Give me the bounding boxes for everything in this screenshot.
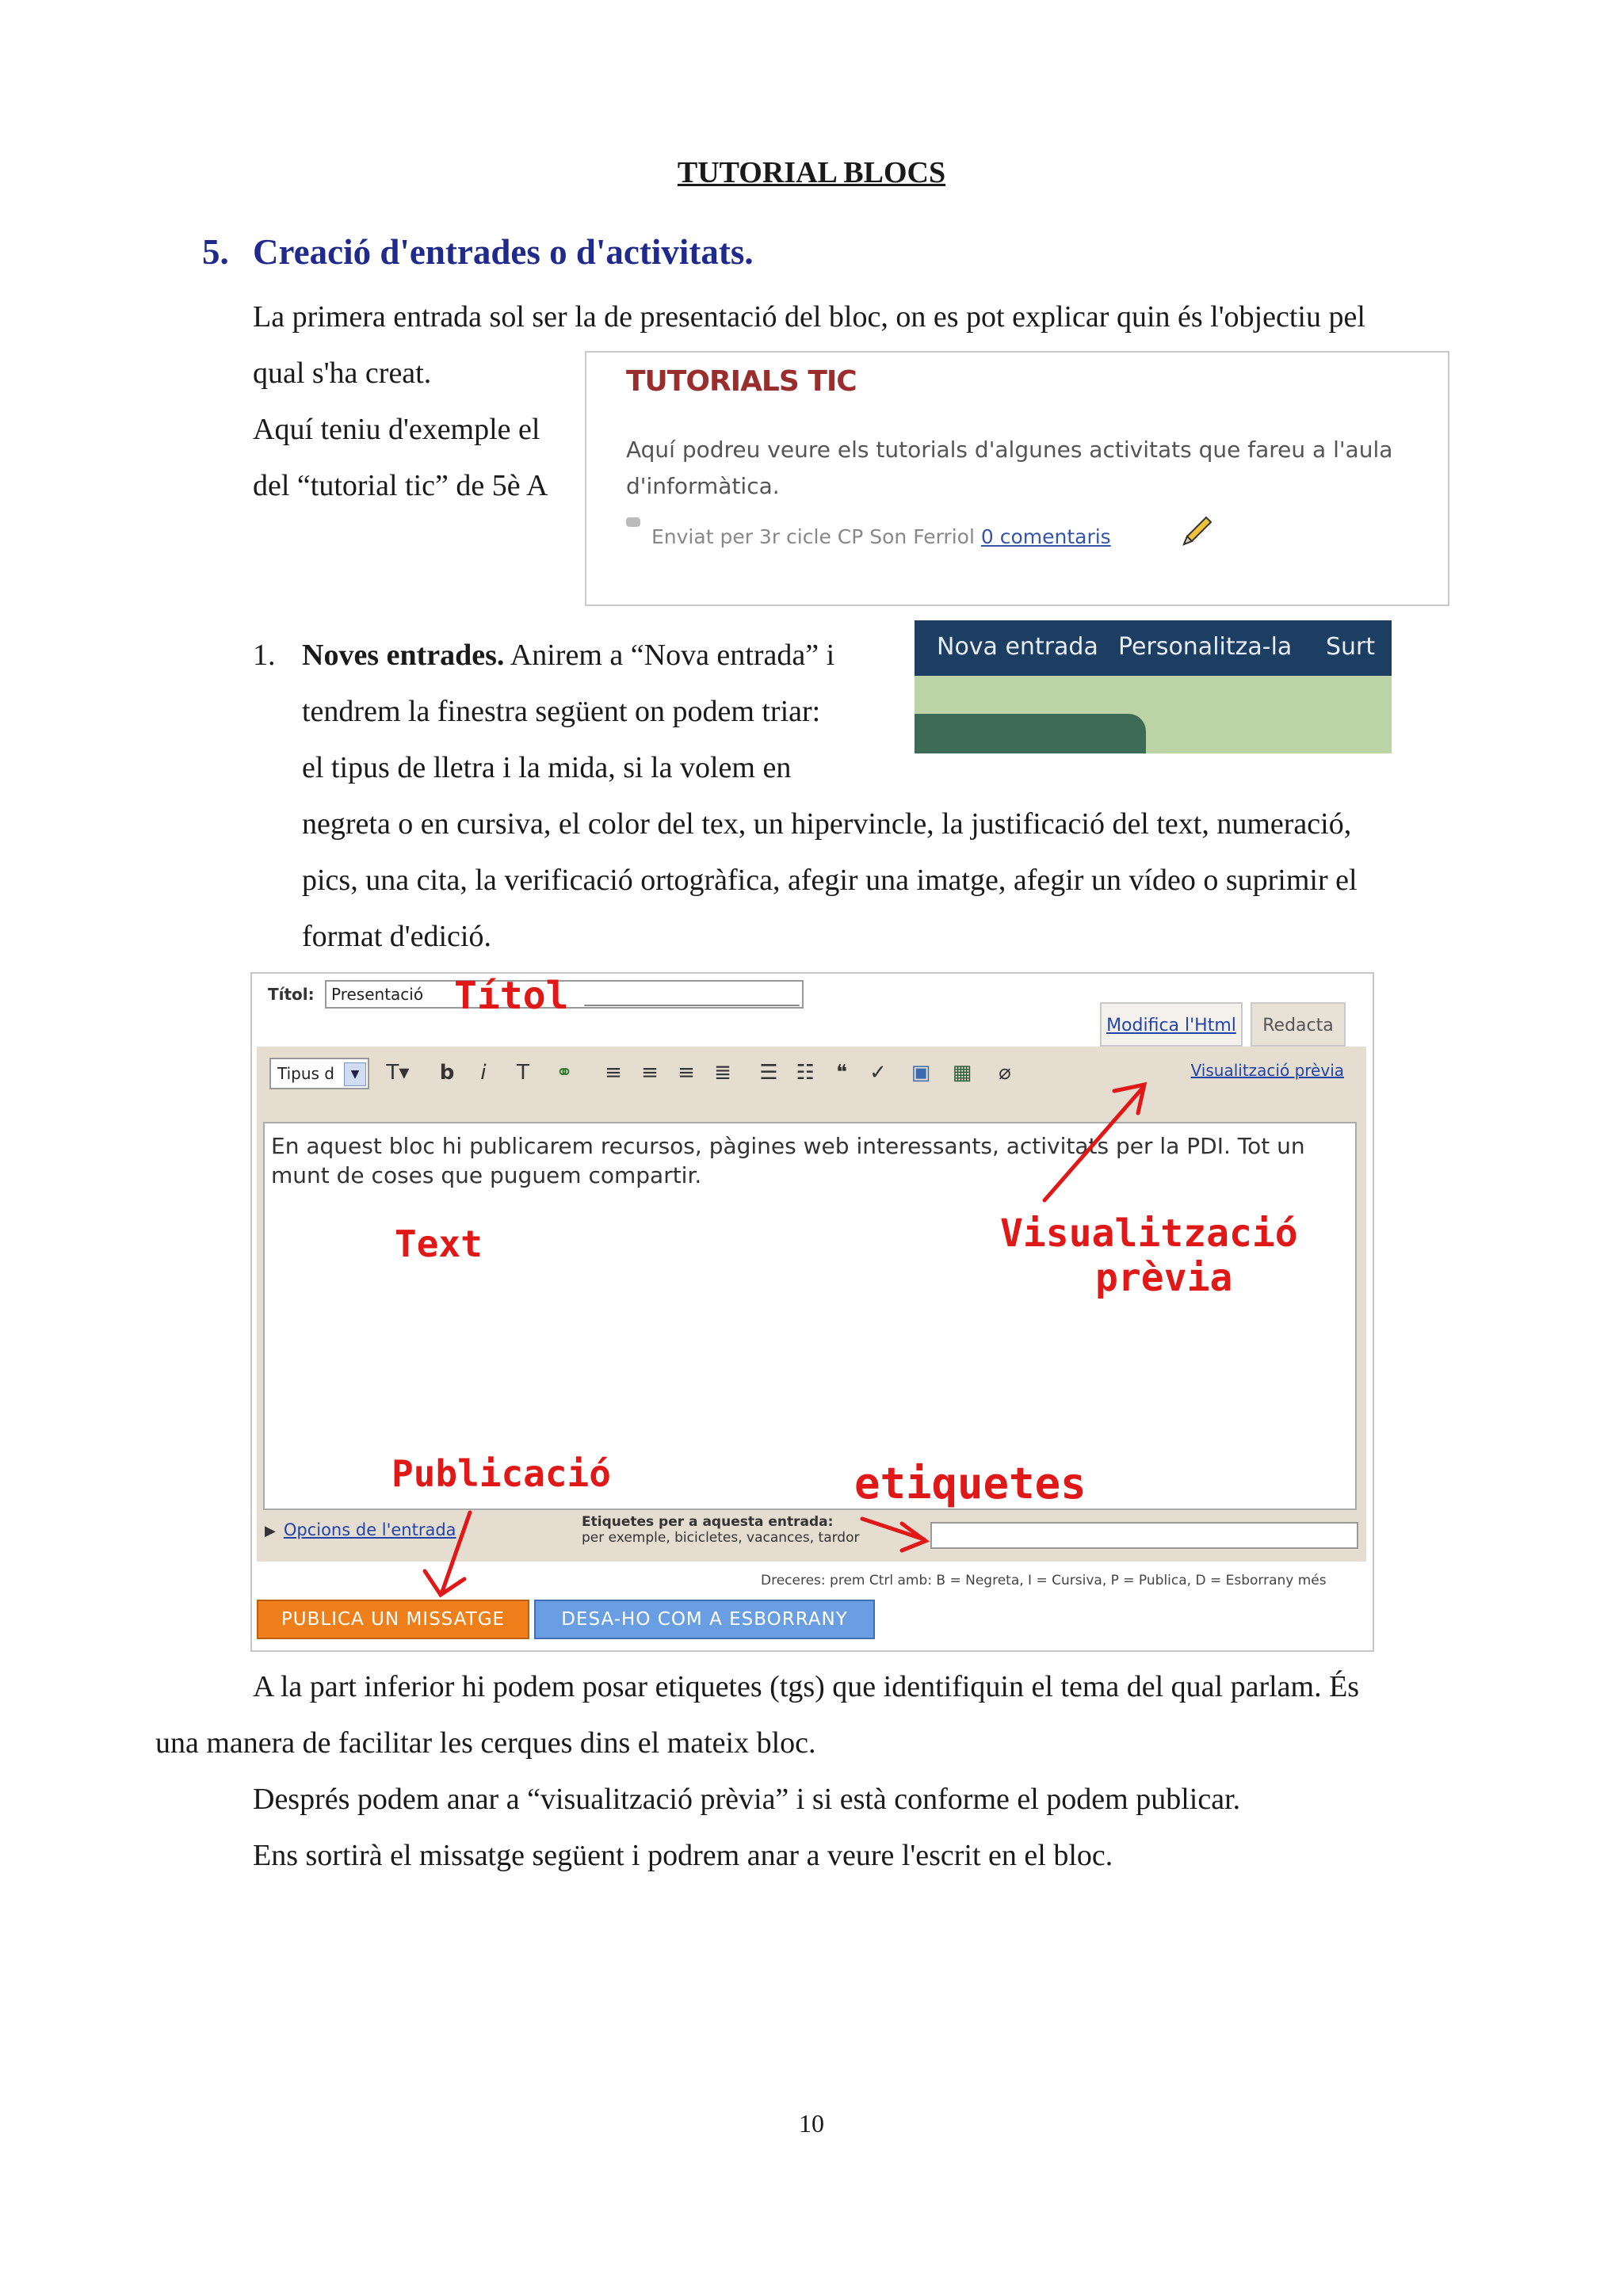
annotation-preview-1: Visualització [1000,1211,1298,1256]
section-title: Creació d'entrades o d'activitats. [253,232,754,272]
bullet-icon [626,517,640,527]
document-title: TUTORIAL BLOCS [677,156,946,189]
bold-icon[interactable]: b [439,1061,455,1085]
font-size-icon[interactable]: T▾ [386,1061,410,1085]
after-line-2: una manera de facilitar les cerques dins el mateix bloc. [155,1726,816,1760]
video-icon[interactable]: ▦ [952,1061,972,1085]
tags-label-title: Etiquetes per a aquesta entrada: [582,1514,834,1530]
blog-footer-author: Enviat per 3r cicle CP Son Ferriol [651,525,981,548]
title-label: Títol: [268,985,315,1004]
tab-edit-html[interactable]: Modifica l'Html [1100,1002,1243,1047]
triangle-right-icon: ▶ [265,1523,276,1539]
post-editor-screenshot [250,972,1374,1652]
nav-menu-screenshot [915,620,1392,753]
annotation-publicacio: Publicació [391,1452,611,1495]
item-line-1-rest: Anirem a “Nova entrada” i [504,639,835,672]
publish-button[interactable]: PUBLICA UN MISSATGE [257,1600,529,1639]
item-line-5: pics, una cita, la verificació ortogràfica, afegir una imatge, afegir un vídeo o suprimir el [302,864,1358,897]
after-line-3: Després podem anar a “visualització prèvia” i si està conforme el podem publicar. [253,1783,1241,1816]
item-number: 1. [253,639,276,672]
justify-icon[interactable]: ≣ [714,1061,731,1085]
tags-arrow [862,1519,924,1539]
numbered-list-icon[interactable]: ☰ [759,1061,778,1085]
annotation-titol: Títol [454,974,569,1018]
text-color-icon[interactable]: T [517,1061,529,1085]
spellcheck-icon[interactable]: ✓ [869,1061,887,1085]
preview-arrow [1044,1088,1143,1200]
comments-link[interactable]: 0 comentaris [980,525,1111,548]
blog-title: TUTORIALS TIC [626,365,857,398]
intro-line-1: La primera entrada sol ser la de presentació del bloc, on es pot explicar quin és l'objectiu pel [253,300,1365,334]
align-right-icon[interactable]: ≡ [678,1061,695,1085]
post-body-textarea[interactable]: En aquest bloc hi publicarem recursos, pàgines web interessants, activitats per la PDI. Tot un munt de coses que puguem compartir. [263,1122,1357,1510]
nav-item-logout[interactable]: Surt [1326,633,1376,661]
preview-link[interactable]: Visualització prèvia [1190,1061,1344,1080]
align-center-icon[interactable]: ≡ [641,1061,659,1085]
blog-footer [651,525,1111,548]
page-number: 10 [799,2109,824,2138]
section-number: 5. [202,232,229,272]
pencil-icon[interactable] [1179,514,1214,549]
item-line-4: negreta o en cursiva, el color del tex, un hipervincle, la justificació del text, numeració, [302,807,1352,841]
tags-example: per exemple, bicicletes, vacances, tardor [582,1530,860,1546]
font-select-value: Tipus d [277,1064,335,1083]
item-line-3: el tipus de lletra i la mida, si la volem en [302,751,792,784]
annotation-preview-2: prèvia [1095,1256,1233,1300]
section-heading [202,231,754,273]
image-icon[interactable]: ▣ [911,1061,931,1085]
bullet-list-icon[interactable]: ☷ [796,1061,815,1085]
annotation-text: Text [395,1222,483,1265]
italic-icon[interactable]: i [480,1061,487,1085]
nav-item-customize[interactable]: Personalitza-la [1118,633,1293,661]
item-line-1 [302,627,834,684]
after-line-1: A la part inferior hi podem posar etiquetes (tgs) que identifiquin el tema del qual parlam. És [253,1670,1360,1703]
keyboard-shortcuts: Dreceres: prem Ctrl amb: B = Negreta, I = Cursiva, P = Publica, D = Esborrany més [761,1573,1327,1589]
annotation-arrows [252,974,1373,1650]
chevron-down-icon[interactable]: ▼ [344,1062,366,1086]
item-line-6: format d'edició. [302,920,491,953]
blog-preview-screenshot [585,351,1449,606]
save-draft-button[interactable]: DESA-HO COM A ESBORRANY [534,1600,875,1639]
nav-tab-shape [915,714,1146,753]
after-line-4: Ens sortirà el missatge següent i podrem anar a veure l'escrit en el bloc. [253,1839,1113,1872]
item-bold-title: Noves entrades. [302,639,505,672]
entry-options-link[interactable]: Opcions de l'entrada [283,1520,456,1539]
intro-line-2: qual s'ha creat. [253,357,432,390]
nav-item-new-entry[interactable]: Nova entrada [937,633,1098,661]
align-left-icon[interactable]: ≡ [605,1061,622,1085]
intro-line-4: del “tutorial tic” de 5è A [253,469,548,502]
eraser-icon[interactable]: ⌀ [999,1061,1011,1085]
annotation-etiquetes: etiquetes [854,1459,1086,1508]
link-icon[interactable]: ⚭ [556,1061,573,1085]
blog-description: Aquí podreu veure els tutorials d'algunes activitats que fareu a l'aula d'informàtica. [626,437,1393,499]
quote-icon[interactable]: ❝ [836,1061,847,1085]
tab-compose[interactable]: Redacta [1251,1002,1346,1047]
title-input[interactable]: Presentació [325,980,804,1009]
item-line-2: tendrem la finestra següent on podem triar: [302,695,821,728]
intro-line-3: Aquí teniu d'exemple el [253,413,540,446]
